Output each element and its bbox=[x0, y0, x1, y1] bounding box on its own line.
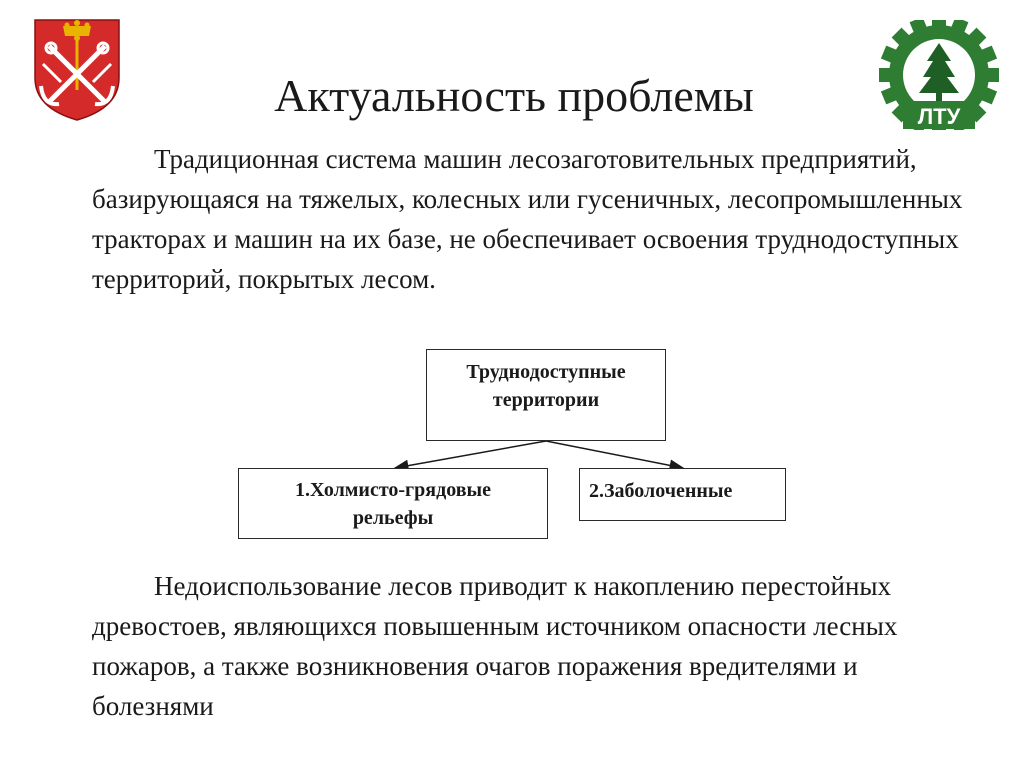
diagram-child-box-swampy bbox=[579, 468, 786, 521]
arrow-to-hilly-relief bbox=[395, 441, 546, 468]
root-box-line-2: территории bbox=[492, 389, 600, 411]
arrow-to-swampy bbox=[546, 441, 683, 468]
root-box-line-1: Труднодоступные bbox=[466, 361, 626, 383]
swampy-box-line-1: 2.Заболоченные bbox=[589, 480, 733, 502]
diagram-child-box-hilly bbox=[238, 468, 548, 539]
hilly-box-line-2: рельефы bbox=[352, 507, 434, 529]
diagram-root-box bbox=[426, 349, 666, 441]
conclusion-paragraph: Недоиспользование лесов приводит к накоплению перестойных древостоев, являющихся повышенным источником опасности лесных пожаров, а также возникновения очагов поражения вредителями и болезнями bbox=[92, 571, 898, 721]
slide-title: Актуальность проблемы bbox=[274, 70, 754, 121]
ltu-logo-text: ЛТУ bbox=[917, 104, 961, 129]
hilly-box-line-1: 1.Холмисто-грядовые bbox=[295, 479, 491, 501]
intro-paragraph: Традиционная система машин лесозаготовительных предприятий, базирующаяся на тяжелых, колесных или гусеничных, лесопромышленных тракторах и машин на их базе, не обеспечивает освоения труднодоступных территорий, покрытых лесом. bbox=[92, 144, 963, 294]
